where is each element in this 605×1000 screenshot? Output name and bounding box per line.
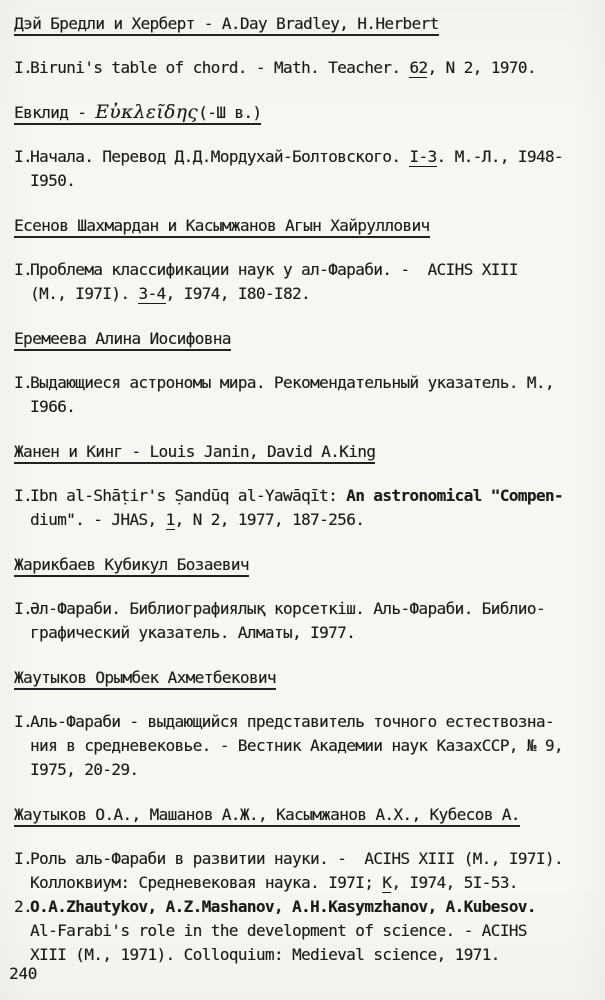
bibliography-entry (14, 710, 589, 782)
entry-line (14, 508, 589, 532)
entry-list (14, 371, 589, 419)
entry-line (14, 895, 589, 919)
text-segment: Коллоквиум: Средневековая наука. I97I; (30, 873, 383, 892)
text-segment: I975, 20-29. (30, 760, 139, 779)
author-heading (14, 12, 589, 36)
text-segment: dium". - JHAS, (30, 510, 166, 529)
entry-line (14, 710, 589, 734)
entry-line (14, 282, 589, 306)
entry-number: 2. (14, 897, 33, 916)
text-segment: Еремеева Алина Иосифовна (14, 329, 231, 348)
greek-text: Εὐκλεῖδης (95, 102, 199, 123)
author-heading-underlined (14, 103, 261, 125)
text-segment: , N 2, 1977, 187-256. (174, 510, 365, 529)
underlined-text: 3-4 (138, 284, 166, 303)
entry-number: I. (14, 599, 33, 618)
text-segment: графический указатель. Алматы, I977. (30, 623, 356, 642)
bibliography-entry (14, 597, 589, 645)
page-number: 240 (9, 964, 37, 983)
bibliography-section (14, 440, 589, 532)
text-segment: Дэй Бредли и Херберт - A.Day Bradley, H.Herbert (14, 14, 439, 33)
text-segment: Жанен и Кинг - Louis Janin, David A.King (14, 442, 376, 461)
bibliography-entry (14, 371, 589, 419)
text-segment: , I974, I80-I82. (165, 284, 311, 303)
underlined-text: I-3 (409, 147, 437, 166)
entry-line (14, 371, 589, 395)
text-segment: Есенов Шахмардан и Касымжанов Агын Хайруллович (14, 216, 430, 235)
bibliography-section (14, 327, 589, 419)
author-heading-underlined (14, 668, 276, 690)
bibliography-section (14, 803, 589, 967)
bibliography-entry (14, 484, 589, 532)
text-segment: Жаутыков О.А., Машанов А.Ж., Касымжанов А.Х., Кубесов А. (14, 805, 520, 824)
text-segment: I966. (30, 397, 76, 416)
entry-line (14, 169, 589, 193)
entry-line (14, 597, 589, 621)
author-heading (14, 666, 589, 690)
entry-line (14, 758, 589, 782)
bibliography-section (14, 214, 589, 306)
text-segment: Евклид - (14, 103, 96, 122)
text-segment: O.A.Zhautykov, A.Z.Mashanov, A.H.Kasymzhanov, A.Kubesov. (30, 897, 536, 916)
bibliography-section (14, 101, 589, 193)
underlined-text: К (382, 873, 392, 892)
text-segment: Жарикбаев Кубикул Бозаевич (14, 555, 249, 574)
text-segment: Роль аль-Фараби в развитии науки. - ACIHS XIII (М., I97I). (30, 849, 563, 868)
bibliography-entry (14, 258, 589, 306)
text-segment: Проблема классификации наук у ал-Фараби. - ACIHS XIII (30, 260, 518, 279)
text-segment: Начала. Перевод Д.Д.Мордухай-Болтовского. (30, 147, 410, 166)
entry-line (14, 56, 589, 80)
entry-line (14, 734, 589, 758)
bibliography-entry (14, 56, 589, 80)
underlined-text: 1 (165, 510, 175, 529)
author-heading-underlined (14, 805, 520, 827)
author-heading (14, 803, 589, 827)
bibliography-list (14, 12, 589, 967)
bibliography-entry (14, 145, 589, 193)
entry-list (14, 597, 589, 645)
author-heading (14, 101, 589, 125)
bibliography-section (14, 666, 589, 782)
entry-list (14, 56, 589, 80)
entry-number: I. (14, 486, 33, 505)
entry-list (14, 847, 589, 967)
author-heading-underlined (14, 216, 430, 238)
entry-line (14, 484, 589, 508)
entry-list (14, 710, 589, 782)
bibliography-section (14, 553, 589, 645)
entry-list (14, 258, 589, 306)
entry-number: I. (14, 58, 33, 77)
entry-line (14, 258, 589, 282)
entry-line (14, 943, 589, 967)
text-segment: (М., I97I). (30, 284, 139, 303)
text-segment: (-Ш в.) (198, 103, 262, 122)
text-segment: ния в средневековье. - Вестник Академии наук КазахССР, № 9, (30, 736, 563, 755)
text-segment: Ibn al-Shāṭir's Ṣandūq al-Yawāqīt: (30, 486, 347, 505)
author-heading-underlined (14, 329, 231, 351)
bibliography-entry (14, 847, 589, 895)
entry-number: I. (14, 849, 33, 868)
entry-line (14, 395, 589, 419)
entry-line (14, 919, 589, 943)
entry-line (14, 871, 589, 895)
author-heading-underlined (14, 442, 375, 464)
entry-number: I. (14, 712, 33, 731)
text-segment: I950. (30, 171, 76, 190)
entry-line (14, 847, 589, 871)
bibliography-section (14, 12, 589, 80)
author-heading (14, 327, 589, 351)
underlined-text: 62 (409, 58, 428, 77)
text-segment: , N 2, 1970. (427, 58, 536, 77)
entry-number: I. (14, 373, 33, 392)
author-heading-underlined (14, 555, 249, 577)
entry-list (14, 145, 589, 193)
author-heading (14, 440, 589, 464)
text-segment: Al-Farabi's role in the development of science. - ACIHS (30, 921, 527, 940)
entry-list (14, 484, 589, 532)
text-segment: , I974, 5I-53. (391, 873, 518, 892)
entry-line (14, 621, 589, 645)
text-segment: An astronomical "Compen- (346, 486, 563, 505)
entry-number: I. (14, 260, 33, 279)
entry-line (14, 145, 589, 169)
text-segment: Выдающиеся астрономы мира. Рекомендательный указатель. М., (30, 373, 554, 392)
entry-number: I. (14, 147, 33, 166)
text-segment: XIII (M., 1971). Colloquium: Medieval science, 1971. (30, 945, 500, 964)
author-heading-underlined (14, 14, 439, 36)
bibliography-entry (14, 895, 589, 967)
text-segment: Жаутыков Орымбек Ахметбекович (14, 668, 276, 687)
text-segment: . М.-Л., I948- (436, 147, 563, 166)
text-segment: Әл-Фараби. Библиографиялық корсеткіш. Аль-Фараби. Библио- (30, 599, 545, 618)
text-segment: Biruni's table of chord. - Math. Teacher. (30, 58, 410, 77)
text-segment: Аль-Фараби - выдающийся представитель точного естествозна- (30, 712, 554, 731)
author-heading (14, 214, 589, 238)
author-heading (14, 553, 589, 577)
